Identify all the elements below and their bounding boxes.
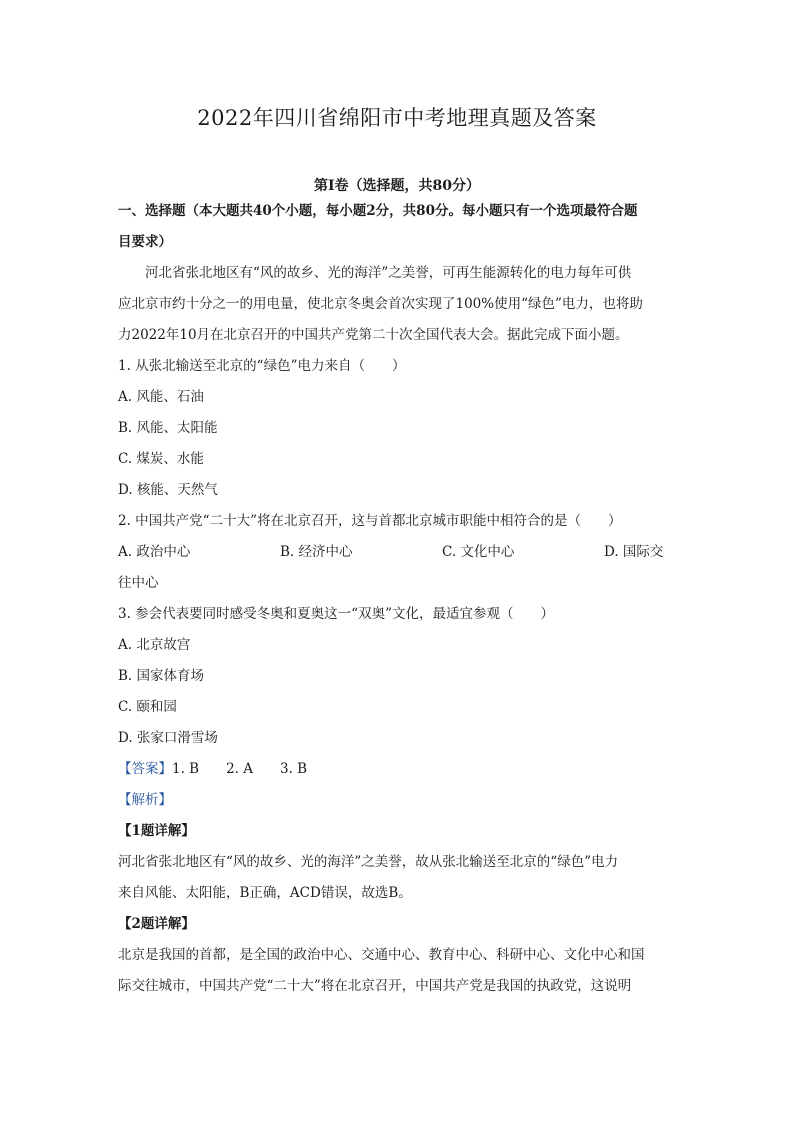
- question-1-option: C. 煤炭、水能: [118, 451, 204, 467]
- question-1-option: A. 风能、石油: [118, 389, 204, 405]
- question-2-options: [118, 537, 678, 568]
- detail-1-line: 河北省张北地区有“风的故乡、光的海洋”之美誉，故从张北输送至北京的“绿色”电力: [118, 854, 619, 870]
- detail-2-line: 北京是我国的首都，是全国的政治中心、交通中心、教育中心、科研中心、文化中心和国: [118, 947, 645, 963]
- passage-line: 河北省张北地区有“风的故乡、光的海洋”之美誉，可再生能源转化的电力每年可供: [145, 265, 632, 281]
- question-2-option: B. 经济中心: [280, 544, 353, 560]
- question-3-option: D. 张家口滑雪场: [118, 730, 218, 746]
- answer-text: 1. B 2. A 3. B: [172, 761, 308, 777]
- question-2-stem: 2. 中国共产党“二十大”将在北京召开，这与首都北京城市职能中相符合的是（ ）: [118, 513, 622, 529]
- question-1-option: B. 风能、太阳能: [118, 420, 218, 436]
- question-3-option: B. 国家体育场: [118, 668, 205, 684]
- question-2-option: A. 政治中心: [118, 544, 191, 560]
- detail-1-line: 来自风能、太阳能，B正确，ACD错误，故选B。: [118, 885, 412, 901]
- analysis-label: 【解析】: [118, 792, 172, 808]
- question-3-option: A. 北京故宫: [118, 637, 191, 653]
- passage-line: 力2022年10月在北京召开的中国共产党第二十次全国代表大会。据此完成下面小题。: [118, 327, 629, 343]
- question-1-option: D. 核能、天然气: [118, 482, 218, 498]
- answer-line: [118, 754, 678, 785]
- question-2-option: D. 国际交: [604, 544, 664, 560]
- detail-2-label: 【2题详解】: [118, 916, 195, 932]
- section-heading: 第I卷（选择题，共80分）: [313, 178, 481, 194]
- question-3-option: C. 颐和园: [118, 699, 177, 715]
- passage-line: 应北京市约十分之一的用电量，使北京冬奥会首次实现了100%使用“绿色”电力，也将助: [118, 296, 643, 312]
- detail-1-label: 【1题详解】: [118, 823, 195, 839]
- document-title: 2022年四川省绵阳市中考地理真题及答案: [197, 106, 597, 130]
- question-1-stem: 1. 从张北输送至北京的“绿色”电力来自（ ）: [118, 358, 406, 374]
- answer-label: 【答案】: [118, 761, 172, 777]
- instruction-line: 一、选择题（本大题共40个小题，每小题2分，共80分。每小题只有一个选项最符合题: [118, 203, 638, 219]
- instruction-line: 目要求）: [118, 234, 172, 250]
- question-2-option-wrap: 往中心: [118, 575, 159, 591]
- question-3-stem: 3. 参会代表要同时感受冬奥和夏奥这一“双奥”文化，最适宜参观（ ）: [118, 606, 554, 622]
- detail-2-line: 际交往城市，中国共产党“二十大”将在北京召开，中国共产党是我国的执政党，这说明: [118, 978, 632, 994]
- document-body: [118, 196, 678, 1002]
- question-2-option: C. 文化中心: [442, 544, 515, 560]
